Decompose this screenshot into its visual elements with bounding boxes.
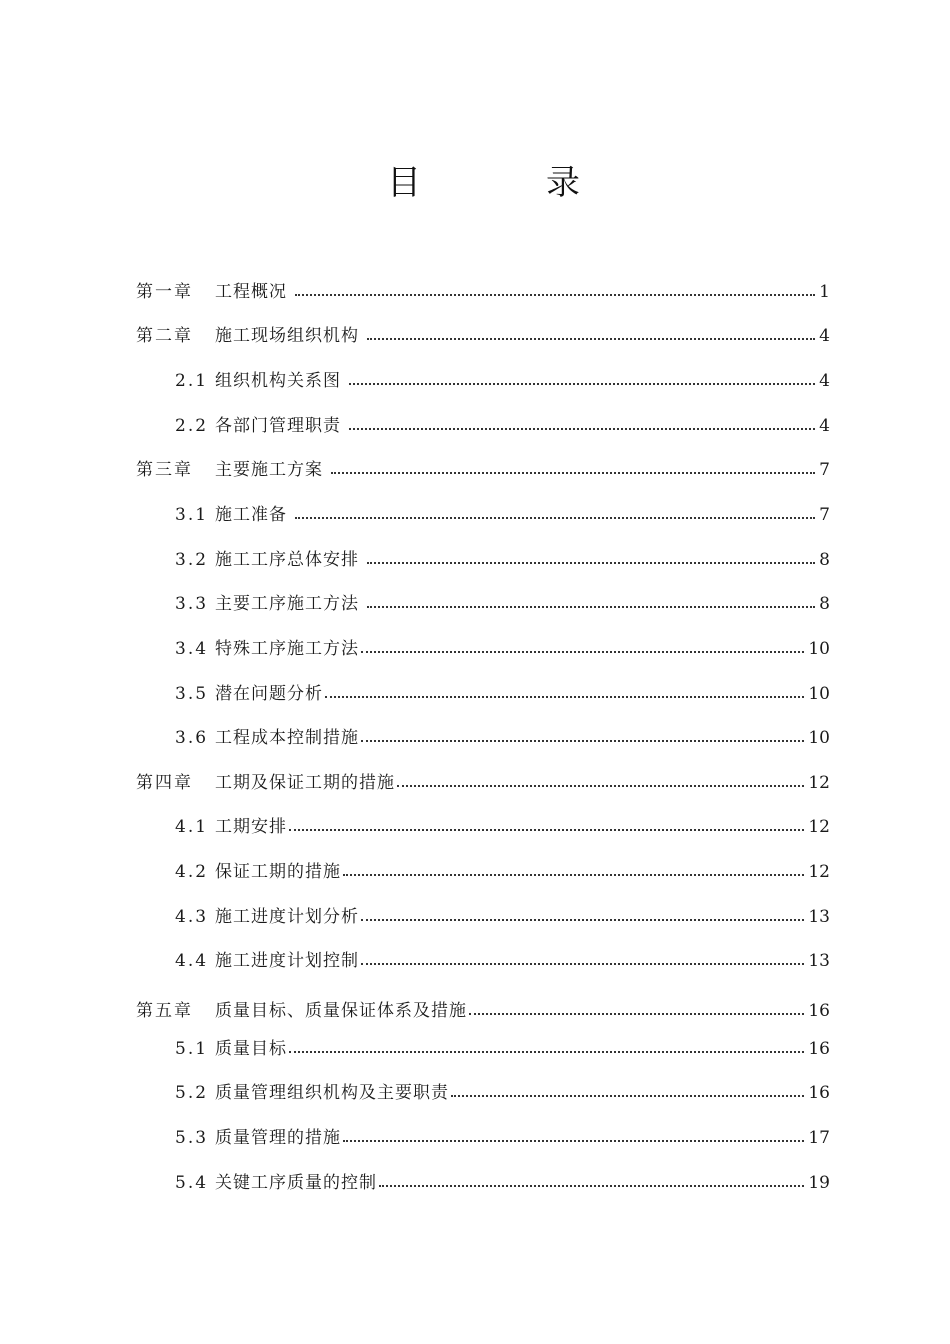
dot-leader bbox=[343, 872, 804, 876]
dot-leader bbox=[361, 738, 804, 742]
section-number: 2.2 bbox=[175, 416, 209, 436]
toc-entry-label: 主要施工方案 bbox=[215, 460, 323, 480]
toc-entry[interactable] bbox=[175, 856, 830, 888]
dot-leader bbox=[289, 1049, 804, 1053]
section-number: 3.4 bbox=[175, 639, 209, 659]
section-number: 3.6 bbox=[175, 728, 209, 748]
chapter-number: 第五章 bbox=[136, 1001, 193, 1021]
toc-entry[interactable] bbox=[175, 678, 830, 710]
toc-entry-label: 质量目标 bbox=[215, 1039, 287, 1059]
title-char-lu: 录 bbox=[546, 163, 580, 203]
toc-entry-label: 施工进度计划控制 bbox=[215, 951, 359, 971]
toc-entry[interactable] bbox=[175, 901, 830, 933]
toc-page-number: 8 bbox=[819, 594, 830, 614]
section-number: 4.2 bbox=[175, 862, 209, 882]
toc-entry[interactable] bbox=[175, 499, 830, 531]
dot-leader bbox=[295, 292, 815, 296]
dot-leader bbox=[295, 515, 815, 519]
toc-entry[interactable] bbox=[175, 544, 830, 576]
section-number: 3.5 bbox=[175, 684, 209, 704]
toc-entry-label: 工程概况 bbox=[215, 282, 287, 302]
toc-entry-label: 关键工序质量的控制 bbox=[215, 1173, 377, 1193]
toc-page-number: 19 bbox=[808, 1173, 830, 1193]
chapter-number: 第一章 bbox=[136, 282, 193, 302]
toc-page-number: 16 bbox=[808, 1001, 830, 1021]
title-char-mu: 目 bbox=[387, 163, 421, 203]
toc-page-number: 7 bbox=[819, 505, 830, 525]
section-number: 5.1 bbox=[175, 1039, 209, 1059]
dot-leader bbox=[343, 1138, 804, 1142]
toc-entry-label: 工期及保证工期的措施 bbox=[215, 773, 395, 793]
toc-page-number: 4 bbox=[819, 416, 830, 436]
toc-entry-label: 质量管理组织机构及主要职责 bbox=[215, 1083, 449, 1103]
toc-page-number: 13 bbox=[808, 907, 830, 927]
section-number: 2.1 bbox=[175, 371, 209, 391]
chapter-number: 第四章 bbox=[136, 773, 193, 793]
section-number: 4.4 bbox=[175, 951, 209, 971]
toc-entry-label: 工程成本控制措施 bbox=[215, 728, 359, 748]
section-number: 3.3 bbox=[175, 594, 209, 614]
toc-page-number: 1 bbox=[819, 282, 830, 302]
toc-entry-label: 各部门管理职责 bbox=[215, 416, 341, 436]
toc-entry[interactable] bbox=[175, 945, 830, 977]
chapter-number: 第三章 bbox=[136, 460, 193, 480]
toc-entry[interactable] bbox=[175, 1077, 830, 1109]
dot-leader bbox=[397, 783, 804, 787]
toc-entry-label: 特殊工序施工方法 bbox=[215, 639, 359, 659]
section-number: 3.2 bbox=[175, 550, 209, 570]
toc-page-number: 7 bbox=[819, 460, 830, 480]
toc-entry[interactable] bbox=[175, 365, 830, 397]
dot-leader bbox=[367, 560, 815, 564]
section-number: 5.4 bbox=[175, 1173, 209, 1193]
toc-entry[interactable] bbox=[136, 276, 830, 308]
toc-entry[interactable] bbox=[175, 722, 830, 754]
toc-entry-label: 保证工期的措施 bbox=[215, 862, 341, 882]
page-title bbox=[0, 160, 950, 206]
section-number: 3.1 bbox=[175, 505, 209, 525]
toc-page-number: 8 bbox=[819, 550, 830, 570]
dot-leader bbox=[361, 917, 804, 921]
toc-entry[interactable] bbox=[175, 410, 830, 442]
dot-leader bbox=[469, 1011, 804, 1015]
toc-page-number: 16 bbox=[808, 1039, 830, 1059]
toc-entry-label: 潜在问题分析 bbox=[215, 684, 323, 704]
toc-entry-label: 质量管理的措施 bbox=[215, 1128, 341, 1148]
toc-entry-label: 主要工序施工方法 bbox=[215, 594, 359, 614]
dot-leader bbox=[367, 336, 815, 340]
toc-page-number: 12 bbox=[808, 862, 830, 882]
dot-leader bbox=[451, 1093, 804, 1097]
section-number: 5.2 bbox=[175, 1083, 209, 1103]
toc-entry[interactable] bbox=[136, 454, 830, 486]
toc-page-number: 4 bbox=[819, 326, 830, 346]
toc-entry-label: 组织机构关系图 bbox=[215, 371, 341, 391]
toc-entry-label: 施工现场组织机构 bbox=[215, 326, 359, 346]
toc-page-number: 16 bbox=[808, 1083, 830, 1103]
dot-leader bbox=[349, 381, 815, 385]
toc-entry[interactable] bbox=[175, 1167, 830, 1199]
dot-leader bbox=[331, 470, 815, 474]
dot-leader bbox=[325, 694, 804, 698]
toc-entry[interactable] bbox=[175, 633, 830, 665]
toc-entry-label: 施工进度计划分析 bbox=[215, 907, 359, 927]
dot-leader bbox=[349, 426, 815, 430]
dot-leader bbox=[379, 1183, 804, 1187]
dot-leader bbox=[361, 961, 804, 965]
toc-page-number: 10 bbox=[808, 684, 830, 704]
dot-leader bbox=[361, 649, 804, 653]
section-number: 5.3 bbox=[175, 1128, 209, 1148]
toc-page-number: 13 bbox=[808, 951, 830, 971]
dot-leader bbox=[289, 827, 804, 831]
toc-entry[interactable] bbox=[175, 1122, 830, 1154]
toc-entry[interactable] bbox=[175, 1033, 830, 1065]
toc-page-number: 10 bbox=[808, 639, 830, 659]
dot-leader bbox=[367, 604, 815, 608]
toc-entry[interactable] bbox=[175, 811, 830, 843]
toc-entry-label: 施工准备 bbox=[215, 505, 287, 525]
toc-page-number: 12 bbox=[808, 773, 830, 793]
toc-entry[interactable] bbox=[136, 320, 830, 352]
toc-page-number: 12 bbox=[808, 817, 830, 837]
toc-entry-label: 施工工序总体安排 bbox=[215, 550, 359, 570]
toc-entry-label: 工期安排 bbox=[215, 817, 287, 837]
toc-page-number: 17 bbox=[808, 1128, 830, 1148]
toc-entry[interactable] bbox=[175, 588, 830, 620]
toc-page-number: 10 bbox=[808, 728, 830, 748]
section-number: 4.3 bbox=[175, 907, 209, 927]
chapter-number: 第二章 bbox=[136, 326, 193, 346]
toc-entry[interactable] bbox=[136, 995, 830, 1027]
toc-page-number: 4 bbox=[819, 371, 830, 391]
toc-entry[interactable] bbox=[136, 767, 830, 799]
section-number: 4.1 bbox=[175, 817, 209, 837]
toc-entry-label: 质量目标、质量保证体系及措施 bbox=[215, 1001, 467, 1021]
